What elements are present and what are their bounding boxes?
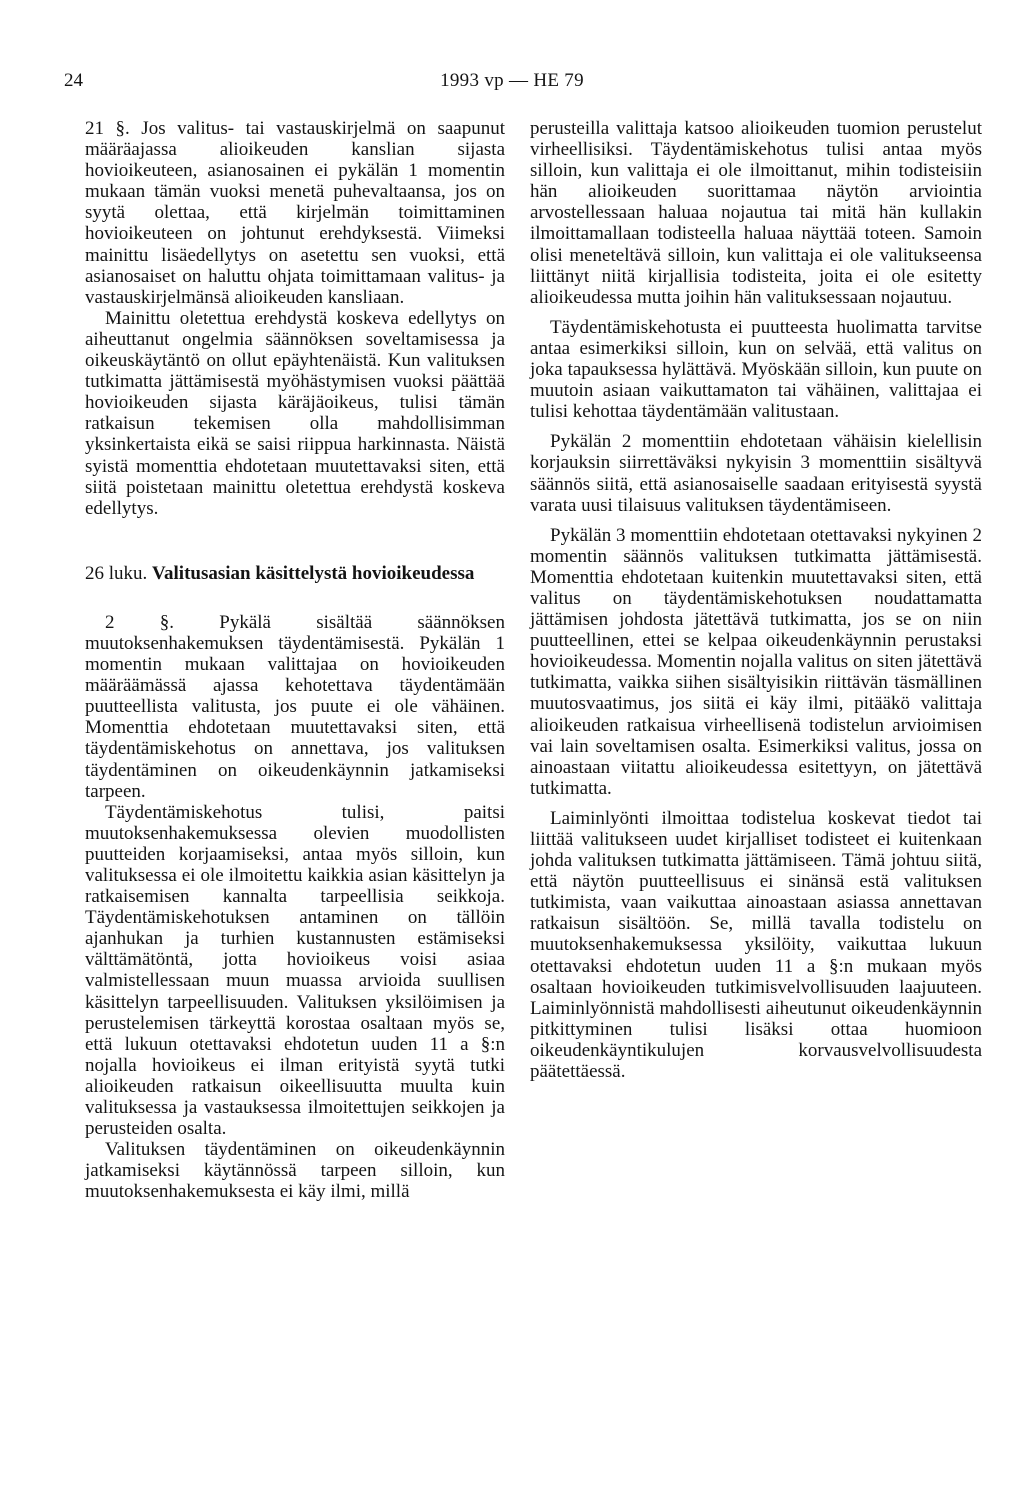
paragraph-21-section: 21 §. Jos valitus- tai vastauskirjelmä on saapunut määräajassa alioikeuden kanslian sijasta hovioikeuteen, asianosainen ei pykälän 1 momentin mukaan tämän vuoksi menetä puhevaltaansa, jos on syytä olettaa, että kirjelmän toimittaminen hovioikeuteen on johtunut erehdyksestä. Viimeksi mainittu lisäedellytys on asetettu sen vuoksi, että asianosaiset on haluttu ohjata toimittamaan valitus- ja vastauskirjelmänsä alioikeuden kansliaan. bbox=[85, 118, 505, 308]
left-column bbox=[85, 118, 505, 1203]
chapter-heading bbox=[85, 563, 505, 584]
paragraph-2-section: 2 §. Pykälä sisältää säännöksen muutoksenhakemuksen täydentämisestä. Pykälän 1 momentin mukaan valittajaa on hovioikeuden määräämässä ajassa kehotettava täydentämään puutteellista valitusta, jos puute ei ole vähäinen. Momenttia ehdotetaan muutettavaksi siten, että täydentämiskehotus on annettava, jos valituksen täydentäminen on oikeudenkäynnin jatkamiseksi tarpeen. bbox=[85, 611, 505, 802]
paragraph-erehdys: Mainittu oletettua erehdystä koskeva edellytys on aiheuttanut ongelmia säännöksen soveltamisessa ja oikeuskäytäntö on ollut epäyhtenäistä. Kun valituksen tutkimatta jättämisestä myöhästymisen vuoksi päättää hovioikeuden sijasta käräjäoikeus, tulisi tämän ratkaisun tekemisen olla mahdollisimman yksinkertaista eikä se saisi riippua harkinnasta. Näistä syistä momenttia ehdotetaan muutettavaksi siten, että siitä poistetaan mainittu oletettua erehdystä koskeva edellytys. bbox=[85, 307, 505, 519]
paragraph-puutteesta: Täydentämiskehotusta ei puutteesta huolimatta tarvitse antaa esimerkiksi silloin, kun on selvää, että valitus on joka tapauksessa hylättävä. Myöskään silloin, kun puute on muutoin asiaan vaikuttamaton tai vähäinen, valittajaa ei tulisi kehottaa täydentämään valitustaan. bbox=[530, 316, 982, 423]
paragraph-2-momentti: Pykälän 2 momenttiin ehdotetaan vähäisin kielellisin korjauksin siirrettäväksi nykyisin 3 momenttiin sisältyvä säännös siitä, että asianosaiselle saadaan erityisestä syystä varata uusi tilaisuus valituksen täydentämiseen. bbox=[530, 431, 982, 516]
chapter-number: 26 luku. bbox=[85, 562, 148, 584]
paragraph-laiminlyonti: Laiminlyönti ilmoittaa todistelua koskevat tiedot tai liittää valitukseen uudet kirjalliset todisteet ei kuitenkaan johda valituksen tutkimatta jättämiseen. Tämä johtuu siitä, että näytön puutteellisuus ei sinänsä estä valituksen tutkimista, vaan vaikuttaa ainoastaan asiassa annettavan ratkaisun sisältöön. Se, millä tavalla todistelu on muutoksenhakemuksessa yksilöity, vaikuttaa lukuun otettavaksi ehdotetun uuden 11 a §:n mukaan myös osaltaan hovioikeuden tutkimisvelvollisuuden laajuuteen. Laiminlyönnistä mahdollisesti aiheutunut oikeudenkäynnin pitkittyminen tulisi lisäksi ottaa huomioon oikeudenkäyntikulujen korvausvelvollisuudesta päätettäessä. bbox=[530, 807, 982, 1083]
right-column bbox=[530, 118, 982, 1082]
paragraph-taydentamiskehotus: Täydentämiskehotus tulisi, paitsi muutoksenhakemuksessa olevien muodollisten puutteiden korjaamiseksi, antaa myös silloin, kun valituksessa ei ole ilmoitettu kaikkia asian käsittelyn ja ratkaisemisen kannalta tarpeellisia seikkoja. Täydentämiskehotuksen antaminen on tällöin ajanhukan ja turhien kustannusten estämiseksi välttämätöntä, jotta hovioikeus voisi asiaa valmistellessaan muun muassa arvioida suullisen käsittelyn tarpeellisuuden. Valituksen yksilöimisen ja perustelemisen tärkeyttä korostaa osaltaan myös se, että lukuun otettavaksi ehdotetun uuden 11 a §:n nojalla hovioikeus ei ilman erityistä syytä tutki alioikeuden ratkaisun oikeellisuutta muulta kuin valituksessa ja vastauksessa ilmoitettujen seikkojen ja perusteiden osalta. bbox=[85, 801, 505, 1140]
running-head: 1993 vp — HE 79 bbox=[440, 70, 584, 91]
page-header bbox=[0, 70, 1024, 100]
paragraph-valituksen-taydentaminen: Valituksen täydentäminen on oikeudenkäynnin jatkamiseksi käytännössä tarpeen silloin, kun muutoksenhakemuksesta ei käy ilmi, millä bbox=[85, 1139, 505, 1203]
paragraph-3-momentti: Pykälän 3 momenttiin ehdotetaan otettavaksi nykyinen 2 momentin säännös valituksen tutkimatta jättämisestä. Momenttia ehdotetaan kuitenkin muutettavaksi siten, että valitus on täydentämiskehotuksen noudattamatta jättämisen johdosta jätettävä tutkimatta, jos se on niin puutteellinen, ettei se kelpaa oikeudenkäynnin perustaksi hovioikeudessa. Momentin nojalla valitus on siten jätettävä tutkimatta, vaikka siihen sisältyisikin riittävän täsmällinen muutosvaatimus, jos siitä ei käy ilmi, pitääkö valittaja alioikeuden ratkaisua virheellisenä todistelun arvioimisen vai lain soveltamisen osalta. Esimerkiksi valitus, jossa on ainoastaan viitattu alioikeudessa esitettyyn, on jätettävä tutkimatta. bbox=[530, 524, 982, 799]
page-number: 24 bbox=[64, 70, 83, 91]
chapter-title: Valitusasian käsittelystä hovioikeudessa bbox=[152, 562, 475, 584]
paragraph-perusteilla: perusteilla valittaja katsoo alioikeuden tuomion perustelut virheellisiksi. Täydentämiskehotus tulisi antaa myös silloin, kun valittaja ei ole ilmoittanut, mihin todisteisiin hän alioikeuden suorittamaa näytön arviointia arvostellessaan haluaa nojautua tai mitä hän kullakin ilmoittamallaan todisteella haluaa näyttää toteen. Samoin olisi meneteltävä silloin, kun valittaja ei ole valitukseensa liittänyt niitä kirjallisia todisteita, joita ei ole esitetty alioikeudessa mutta joihin hän valituksessaan nojautuu. bbox=[530, 118, 982, 308]
